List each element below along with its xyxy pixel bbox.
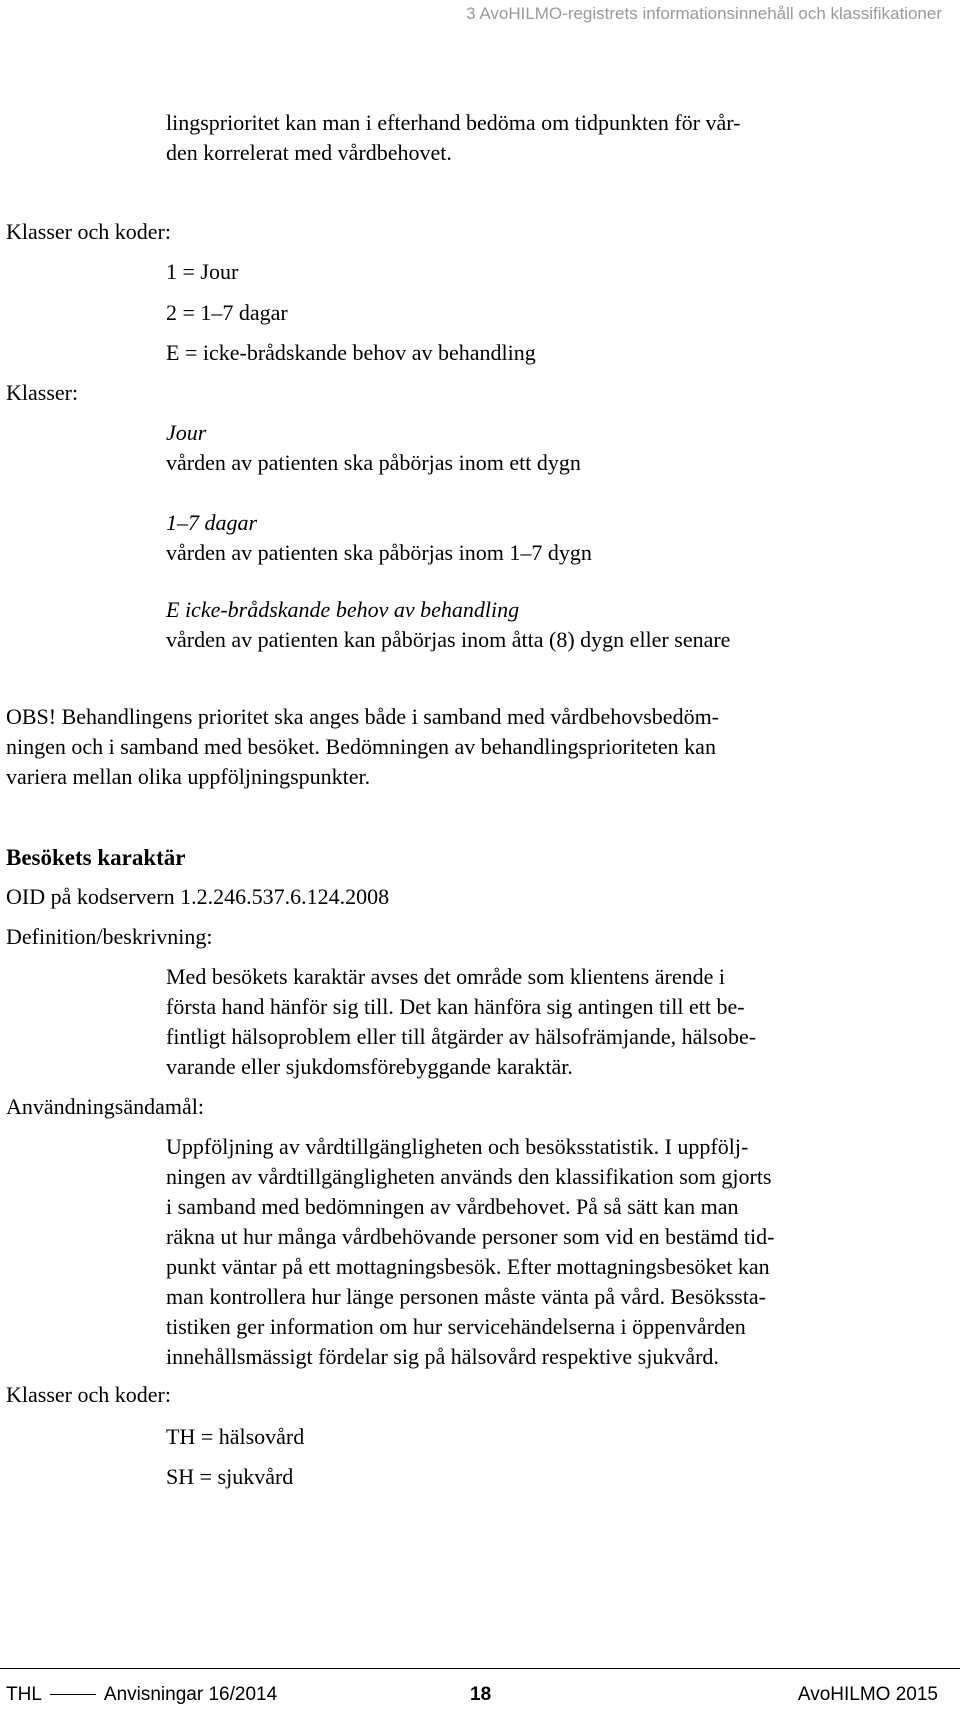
intro-line: den korrelerat med vårdbehovet. (166, 140, 452, 165)
footer-series: Anvisningar 16/2014 (103, 1684, 278, 1705)
definition-line: fintligt hälsoproblem eller till åtgärder av hälsofrämjande, hälsobe- (166, 1024, 757, 1049)
oid-line: OID på kodservern 1.2.246.537.6.124.2008 (6, 884, 390, 909)
section-heading: Besökets karaktär (6, 845, 186, 870)
class-description: vården av patienten ska påbörjas inom ett dygn (166, 450, 581, 475)
usage-line: punkt väntar på ett mottagningsbesök. Efter mottagningsbesöket kan (166, 1254, 770, 1279)
code-item: 1 = Jour (166, 259, 239, 284)
intro-line: lingsprioritet kan man i efterhand bedöma om tidpunkten för vår- (166, 110, 741, 135)
classes-label: Klasser: (6, 380, 79, 405)
obs-note-line: variera mellan olika uppföljningspunkter. (6, 764, 371, 789)
code-item: E = icke-brådskande behov av behandling (166, 340, 536, 365)
class-name: Jour (166, 420, 207, 445)
code-item: SH = sjukvård (166, 1464, 294, 1489)
usage-line: innehållsmässigt fördelar sig på hälsovård respektive sjukvård. (166, 1344, 719, 1369)
page-footer (0, 1668, 960, 1715)
usage-line: räkna ut hur många vårdbehövande personer som vid en bestämd tid- (166, 1224, 775, 1249)
footer-product: AvoHILMO 2015 (797, 1684, 938, 1705)
usage-line: man kontrollera hur länge personen måste vänta på vård. Besöksstа- (166, 1284, 766, 1309)
definition-line: Med besökets karaktär avses det område som klientens ärende i (166, 964, 725, 989)
running-header-title: 3 AvoHILMO-registrets informationsinnehåll och klassifikationer (466, 4, 942, 23)
footer-publisher (6, 1684, 277, 1706)
usage-line: i samband med bedömningen av vårdbehovet. På så sätt kan man (166, 1194, 739, 1219)
class-description: vården av patienten ska påbörjas inom 1–7 dygn (166, 540, 592, 565)
usage-line: Uppföljning av vårdtillgängligheten och besöksstatistik. I uppfölj- (166, 1134, 749, 1159)
obs-note-line: ningen och i samband med besöket. Bedömningen av behandlingsprioriteten kan (6, 734, 716, 759)
class-description: vården av patienten kan påbörjas inom åtta (8) dygn eller senare (166, 627, 731, 652)
code-item: 2 = 1–7 dagar (166, 300, 288, 325)
footer-dash (50, 1694, 96, 1695)
codes-label: Klasser och koder: (6, 219, 171, 244)
class-name: 1–7 dagar (166, 510, 258, 535)
obs-note-line: OBS! Behandlingens prioritet ska anges både i samband med vårdbehovsbedöm- (6, 704, 720, 729)
definition-line: första hand hänför sig till. Det kan hänföra sig antingen till ett be- (166, 994, 745, 1019)
usage-line: tistiken ger information om hur servicehändelserna i öppenvården (166, 1314, 746, 1339)
page-number: 18 (470, 1684, 492, 1705)
usage-label: Användningsändamål: (6, 1094, 204, 1119)
definition-label: Definition/beskrivning: (6, 924, 213, 949)
running-header (0, 0, 960, 36)
usage-line: ningen av vårdtillgängligheten används den klassifikation som gjorts (166, 1164, 772, 1189)
code-item: TH = hälsovård (166, 1424, 305, 1449)
definition-line: varande eller sjukdomsförebyggande karaktär. (166, 1054, 573, 1079)
class-name: E icke-brådskande behov av behandling (166, 597, 520, 622)
footer-rule (0, 1668, 960, 1669)
footer-org: THL (6, 1684, 42, 1705)
codes-label: Klasser och koder: (6, 1382, 171, 1407)
